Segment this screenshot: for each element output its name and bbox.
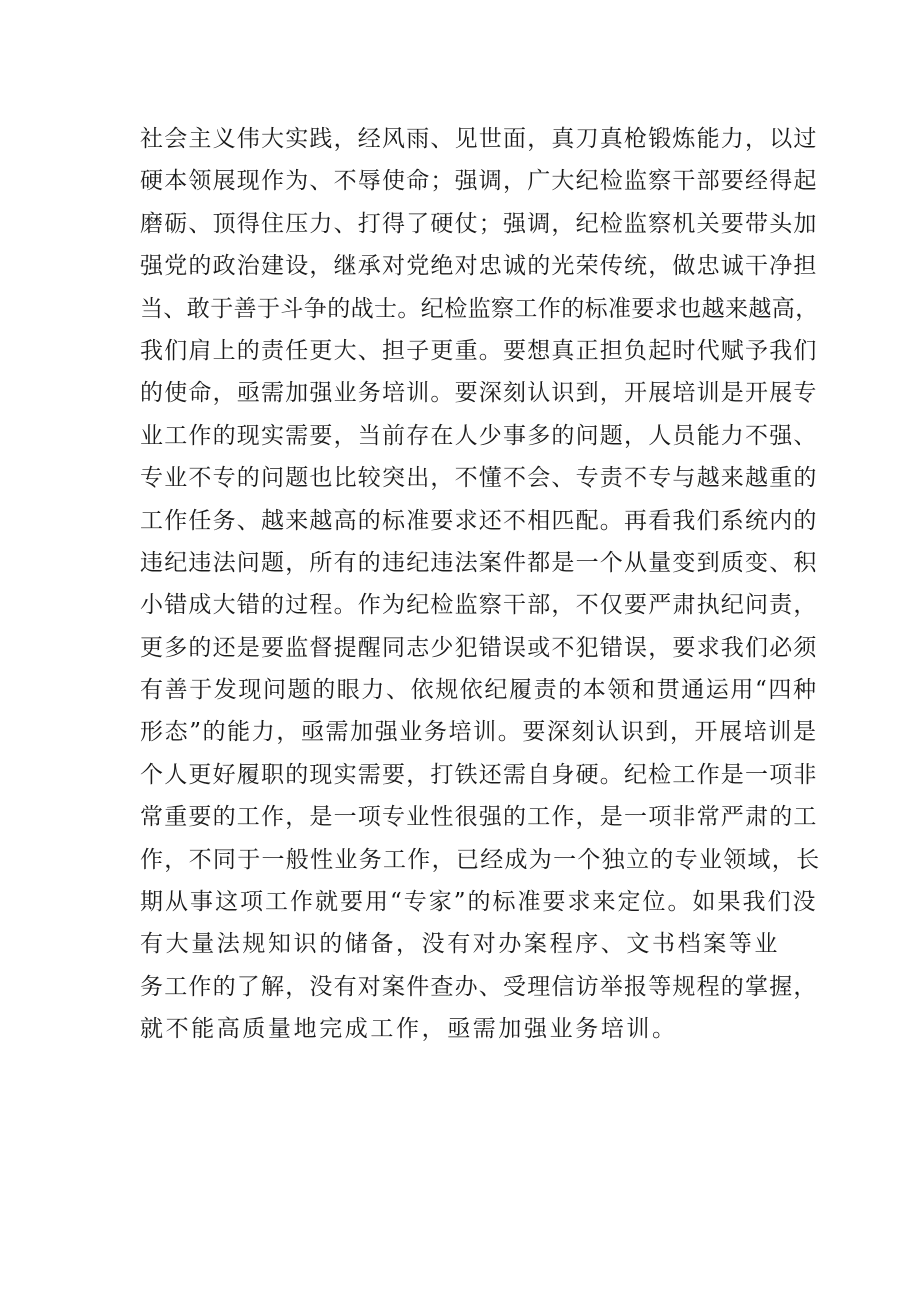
text-line-16: 个人更好履职的现实需要，打铁还需自身硬。纪检工作是一项非 <box>140 761 818 788</box>
text-line-12: 小错成大错的过程。作为纪检监察干部，不仅要严肃执纪问责， <box>140 592 818 619</box>
text-line-10: 工作任务、越来越高的标准要求还不相匹配。再看我们系统内的 <box>140 507 818 534</box>
text-line-21: 务工作的了解，没有对案件查办、受理信访举报等规程的掌握， <box>140 973 818 1000</box>
text-line-13: 更多的还是要监督提醒同志少犯错误或不犯错误，要求我们必须 <box>140 634 818 661</box>
text-line-3: 磨砺、顶得住压力、打得了硬仗；强调，纪检监察机关要带头加 <box>140 210 818 237</box>
text-line-11: 违纪违法问题，所有的违纪违法案件都是一个从量变到质变、积 <box>140 549 818 576</box>
text-line-20: 有大量法规知识的储备，没有对办案程序、文书档案等业 <box>140 931 780 958</box>
text-line-22: 就不能高质量地完成工作，亟需加强业务培训。 <box>140 1016 678 1043</box>
text-line-6: 我们肩上的责任更大、担子更重。要想真正担负起时代赋予我们 <box>140 337 818 364</box>
text-line-5: 当、敢于善于斗争的战士。纪检监察工作的标准要求也越来越高， <box>140 295 819 322</box>
text-line-19: 期从事这项工作就要用“专家”的标准要求来定位。如果我们没 <box>140 889 818 916</box>
text-line-7: 的使命，亟需加强业务培训。要深刻认识到，开展培训是开展专 <box>140 380 818 407</box>
body-text <box>140 118 820 1051</box>
text-line-8: 业工作的现实需要，当前存在人少事多的问题，人员能力不强、 <box>140 422 818 449</box>
text-line-9: 专业不专的问题也比较突出，不懂不会、专责不专与越来越重的 <box>140 465 818 492</box>
text-line-18: 作，不同于一般性业务工作，已经成为一个独立的专业领域，长 <box>140 846 821 873</box>
text-line-17: 常重要的工作，是一项专业性很强的工作，是一项非常严肃的工 <box>140 804 818 831</box>
text-line-4: 强党的政治建设，继承对党绝对忠诚的光荣传统，做忠诚干净担 <box>140 253 818 280</box>
text-line-15: 形态”的能力，亟需加强业务培训。要深刻认识到，开展培训是 <box>140 719 818 746</box>
text-line-2: 硬本领展现作为、不辱使命；强调，广大纪检监察干部要经得起 <box>140 168 818 195</box>
text-line-14: 有善于发现问题的眼力、依规依纪履责的本领和贯通运用“四种 <box>140 677 818 704</box>
text-line-1: 社会主义伟大实践，经风雨、见世面，真刀真枪锻炼能力，以过 <box>140 126 818 152</box>
